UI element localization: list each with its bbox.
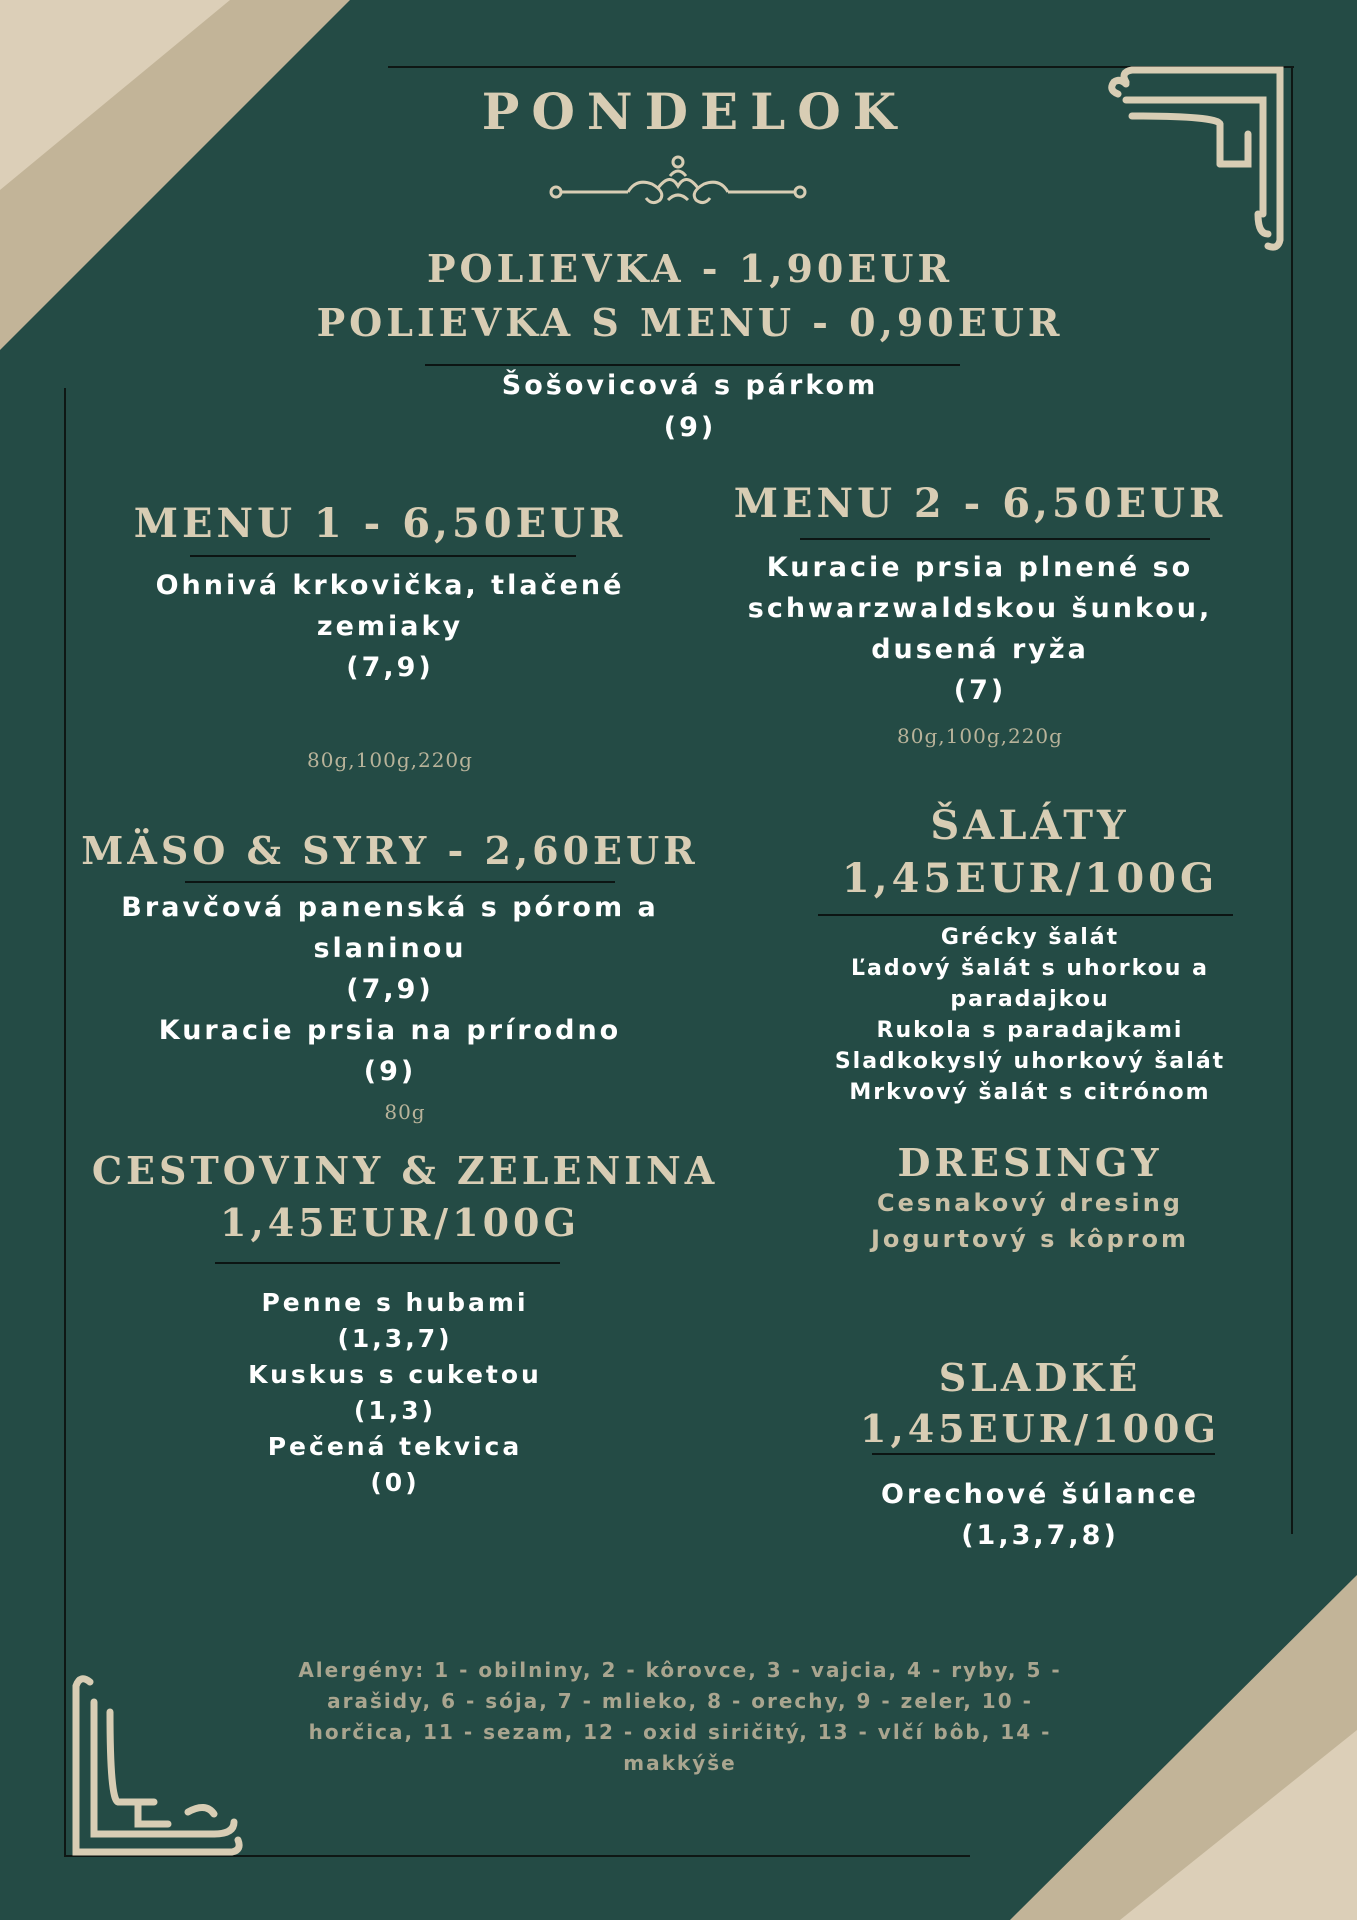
sweets-divider [872,1453,1215,1455]
salad-item: Ľadový šalát s uhorkou a [851,956,1209,981]
menu1-dish-line: Ohnivá krkovička, tlačené [155,570,625,601]
sweets-title: SLADKÉ [938,1355,1142,1400]
meat-item-line: Bravčová panenská s pórom a [121,892,659,923]
sweets-items [790,1474,1290,1556]
salad-item: Sladkokyslý uhorkový šalát [834,1049,1226,1074]
frame-left-line [64,388,66,1856]
soup-allergens: (9) [663,412,717,443]
dressing-item: Cesnakový dresing [877,1189,1183,1217]
menu1-allergens: (7,9) [346,652,434,683]
menu2-weights: 80g,100g,220g [897,724,1063,748]
meat-item-line: slaninou [313,933,467,964]
pasta-item: Kuskus s cuketou [248,1360,542,1389]
allergen-legend [210,1655,1150,1779]
menu2-allergens: (7) [953,675,1007,706]
allergen-legend-line: arašidy, 6 - sója, 7 - mlieko, 8 - orechy, 9 - zeler, 10 - [327,1689,1033,1713]
menu2-divider [800,538,1210,540]
allergen-legend-line: horčica, 11 - sezam, 12 - oxid siričitý, 13 - vlčí bôb, 14 - [308,1720,1052,1744]
menu2-dish-line: schwarzwaldskou šunkou, [747,593,1213,624]
menu2-dish [680,547,1280,711]
meat-divider [185,881,615,883]
pasta-item: Pečená tekvica [267,1432,523,1461]
soup-price: POLIEVKA - 1,90EUR [426,246,954,291]
menu2-dish-line: dusená ryža [871,634,1089,665]
menu2-title: MENU 2 - 6,50EUR [733,480,1227,527]
pasta-allergens: (1,3,7) [337,1324,453,1353]
meat-item-line: Kuracie prsia na prírodno [158,1015,622,1046]
sweets-item: Orechové šúlance [881,1479,1199,1510]
frame-right-line [1291,66,1293,1534]
dressing-item: Jogurtový s kôprom [870,1225,1190,1253]
pasta-divider [215,1262,560,1264]
salad-item: Rukola s paradajkami [876,1018,1184,1043]
pasta-price: 1,45EUR/100G [220,1200,580,1245]
allergen-legend-line: makkýše [623,1751,737,1775]
pasta-allergens: (0) [370,1468,420,1497]
title-flourish-icon [548,150,808,210]
soup-dish: Šošovicová s párkom [501,370,879,401]
salads-items [750,922,1310,1108]
corner-ornament-top-right-icon [1108,64,1294,252]
salads-divider [818,914,1233,916]
pasta-title: CESTOVINY & ZELENINA [91,1148,719,1193]
menu1-dish-line: zemiaky [316,611,464,642]
sweets-price: 1,45EUR/100G [860,1406,1220,1451]
meat-items [80,887,700,1092]
menu1-title: MENU 1 - 6,50EUR [133,500,627,547]
salad-item: Mrkvový šalát s citrónom [849,1080,1211,1105]
menu1-divider [190,555,576,557]
salad-item: paradajkou [950,987,1110,1012]
pasta-allergens: (1,3) [353,1396,437,1425]
salads-price: 1,45EUR/100G [841,855,1219,902]
dressings-title: DRESINGY [897,1140,1163,1185]
soup-divider [425,364,960,366]
meat-weight: 80g [384,1100,426,1124]
menu1-dish [90,565,690,688]
soup-menu-price: POLIEVKA S MENU - 0,90EUR [316,300,1064,345]
day-title: PONDELOK [481,82,909,141]
meat-item1-allergens: (7,9) [346,974,434,1005]
meat-item2-allergens: (9) [363,1056,417,1087]
pasta-item: Penne s hubami [261,1288,529,1317]
pasta-items [95,1285,695,1501]
menu2-dish-line: Kuracie prsia plnené so [766,552,1194,583]
salad-item: Grécky šalát [940,925,1120,950]
meat-title: MÄSO & SYRY - 2,60EUR [81,828,699,873]
menu1-weights: 80g,100g,220g [307,748,473,772]
dressings-items [780,1185,1280,1257]
salads-title: ŠALÁTY [930,802,1130,849]
allergen-legend-line: Alergény: 1 - obilniny, 2 - kôrovce, 3 - vajcia, 4 - ryby, 5 - [298,1658,1062,1682]
sweets-allergens: (1,3,7,8) [961,1520,1119,1551]
